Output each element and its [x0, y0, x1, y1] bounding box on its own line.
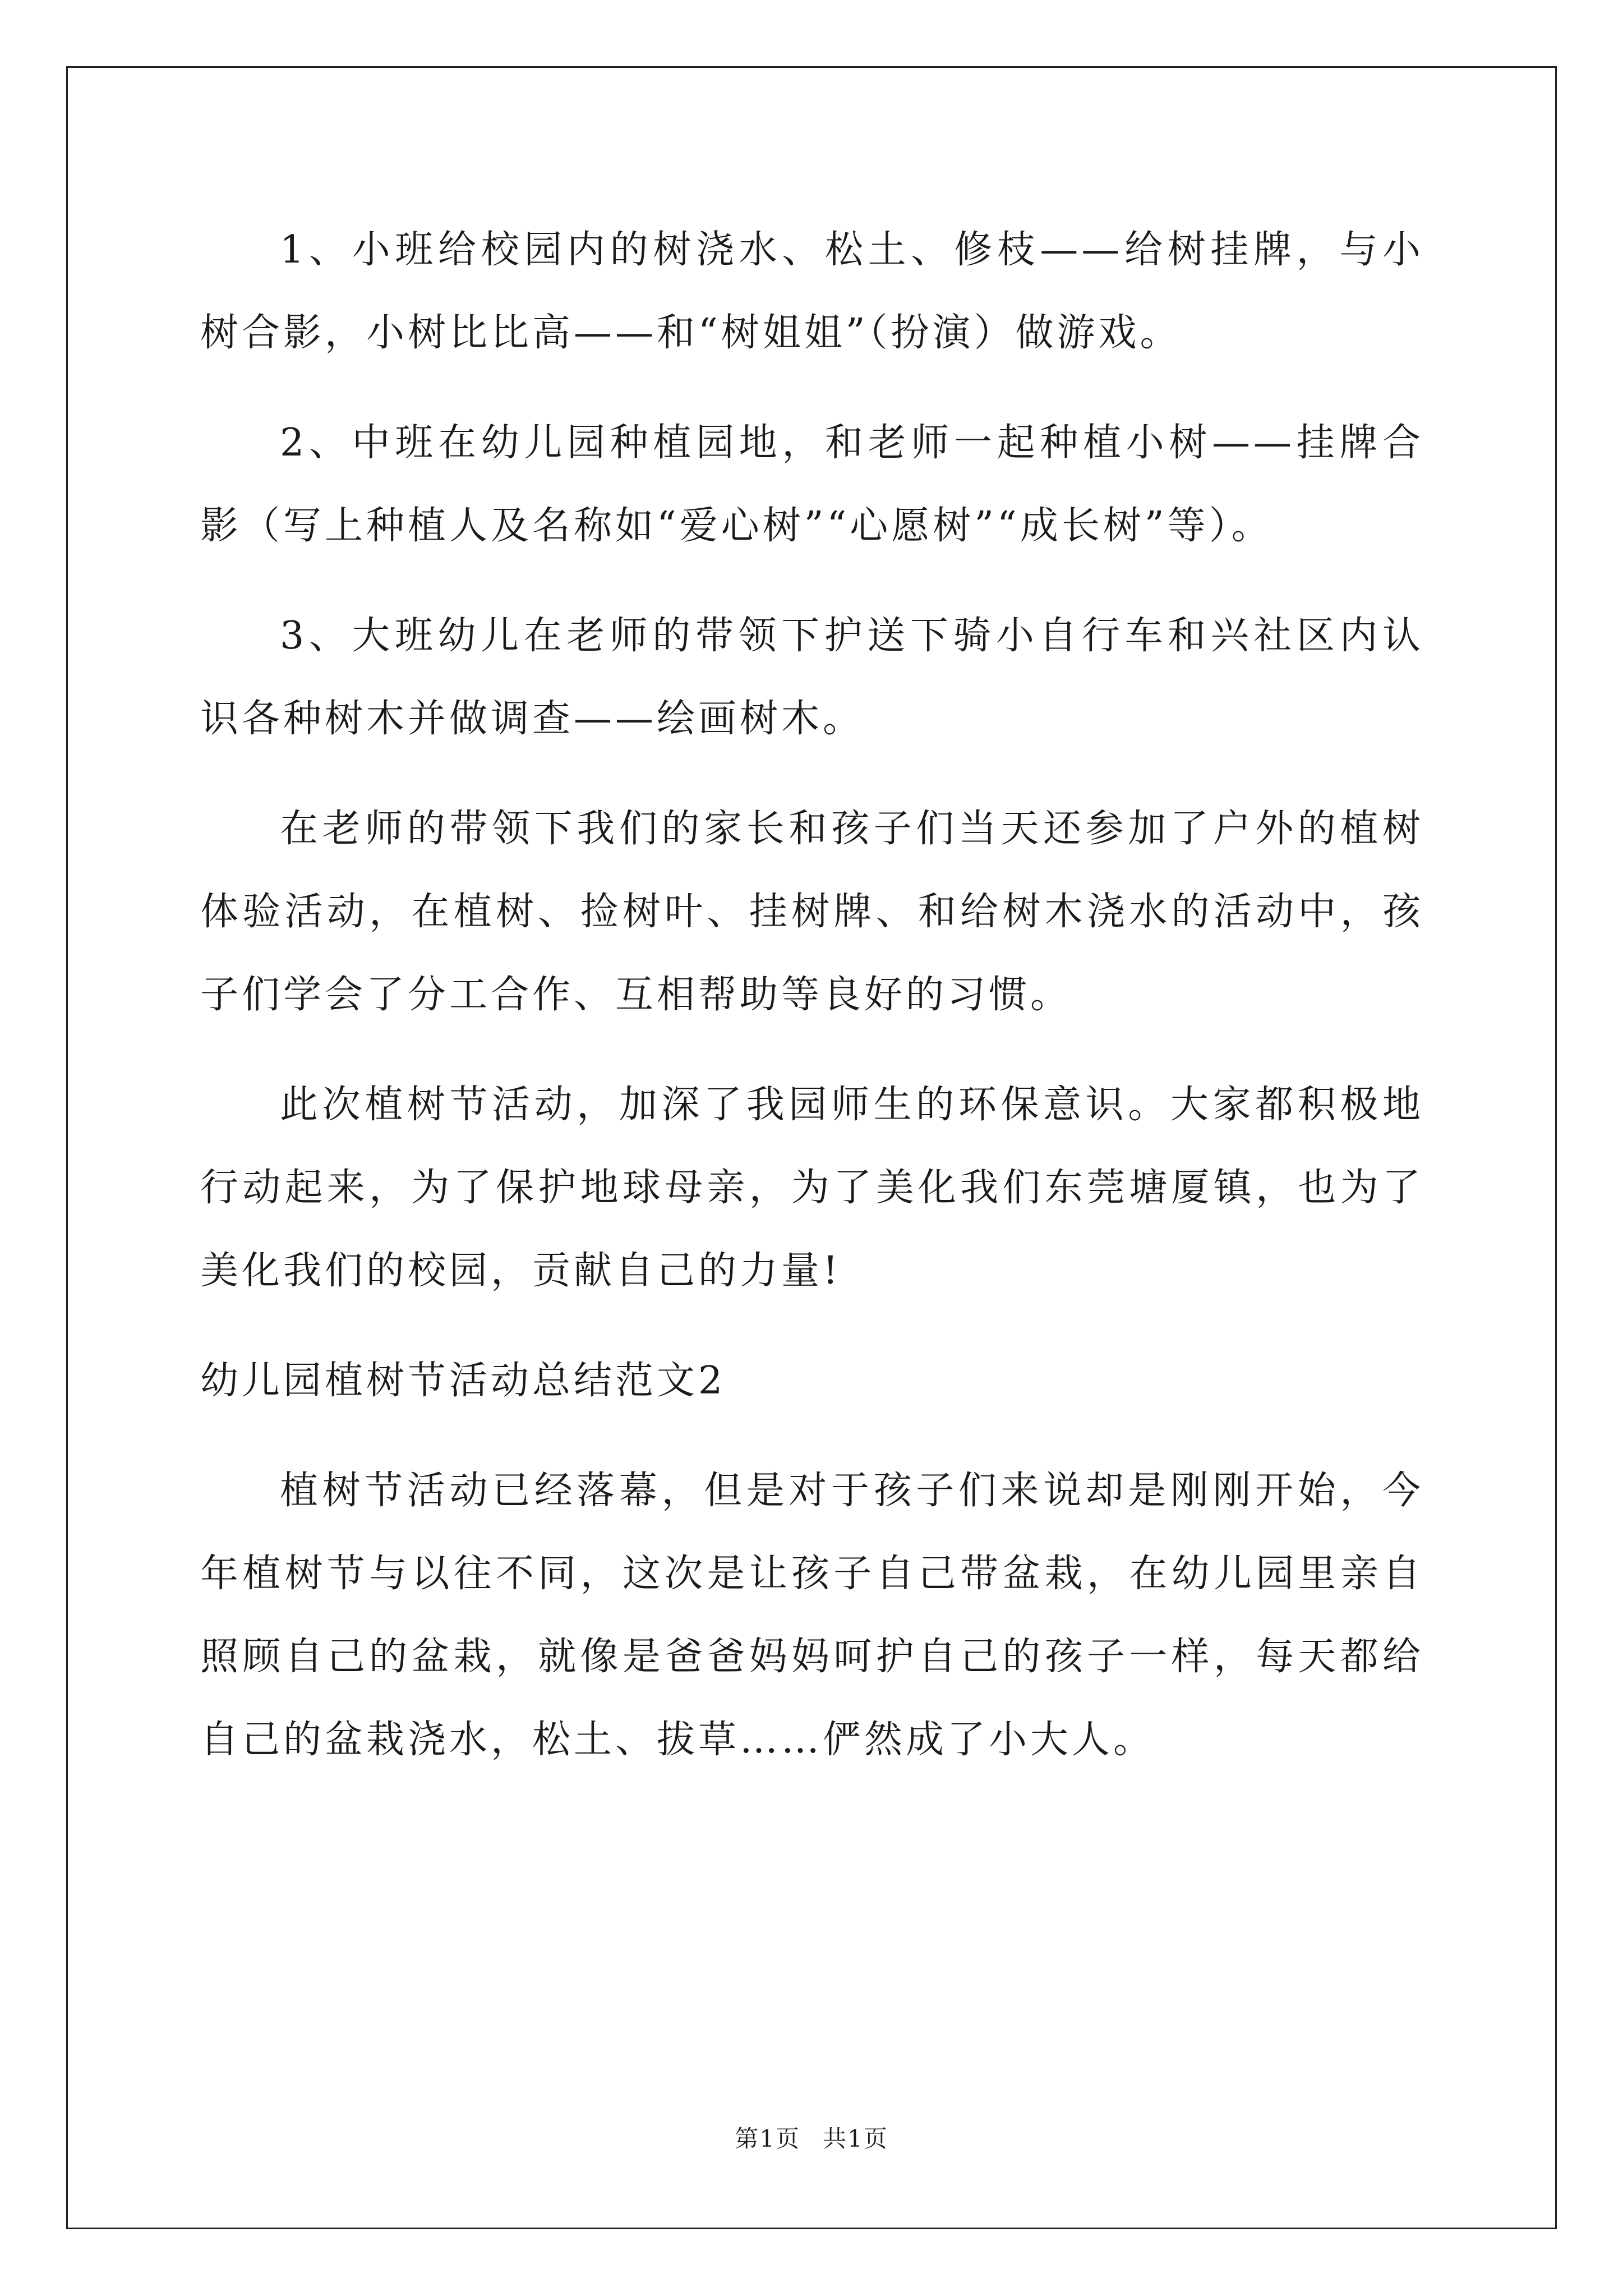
- section-title: 幼儿园植树节活动总结范文2: [200, 1359, 726, 1403]
- document-body: [200, 209, 1424, 1809]
- paragraph-middle-class: 2、中班在幼儿园种植园地，和老师一起种植小树——挂牌合影（写上种植人及名称如“爱心树”“心愿树”“成长树”等）。: [200, 421, 1424, 548]
- paragraph-small-class: 1、小班给校园内的树浇水、松土、修枝——给树挂牌，与小树合影，小树比比高——和“树姐姐”（扮演）做游戏。: [200, 228, 1424, 355]
- page-number: 第1页: [735, 2125, 800, 2152]
- paragraph-outdoor-activity: 在老师的带领下我们的家长和孩子们当天还参加了户外的植树体验活动，在植树、捡树叶、挂树牌、和给树木浇水的活动中，孩子们学会了分工合作、互相帮助等良好的习惯。: [200, 807, 1424, 1017]
- paragraph-large-class: 3、大班幼儿在老师的带领下护送下骑小自行车和兴社区内认识各种树木并做调查——绘画树木。: [200, 614, 1424, 741]
- page-total: 共1页: [823, 2125, 888, 2152]
- paragraph-conclusion: 此次植树节活动，加深了我园师生的环保意识。大家都积极地行动起来，为了保护地球母亲，为了美化我们东莞塘厦镇，也为了美化我们的校园，贡献自己的力量!: [200, 1083, 1424, 1293]
- page-footer: [0, 2120, 1623, 2154]
- paragraph-section-2: 植树节活动已经落幕，但是对于孩子们来说却是刚刚开始，今年植树节与以往不同，这次是让孩子自己带盆栽，在幼儿园里亲自照顾自己的盆栽，就像是爸爸妈妈呵护自己的孩子一样，每天都给自己的盆栽浇水，松土、拔草……俨然成了小大人。: [200, 1469, 1424, 1762]
